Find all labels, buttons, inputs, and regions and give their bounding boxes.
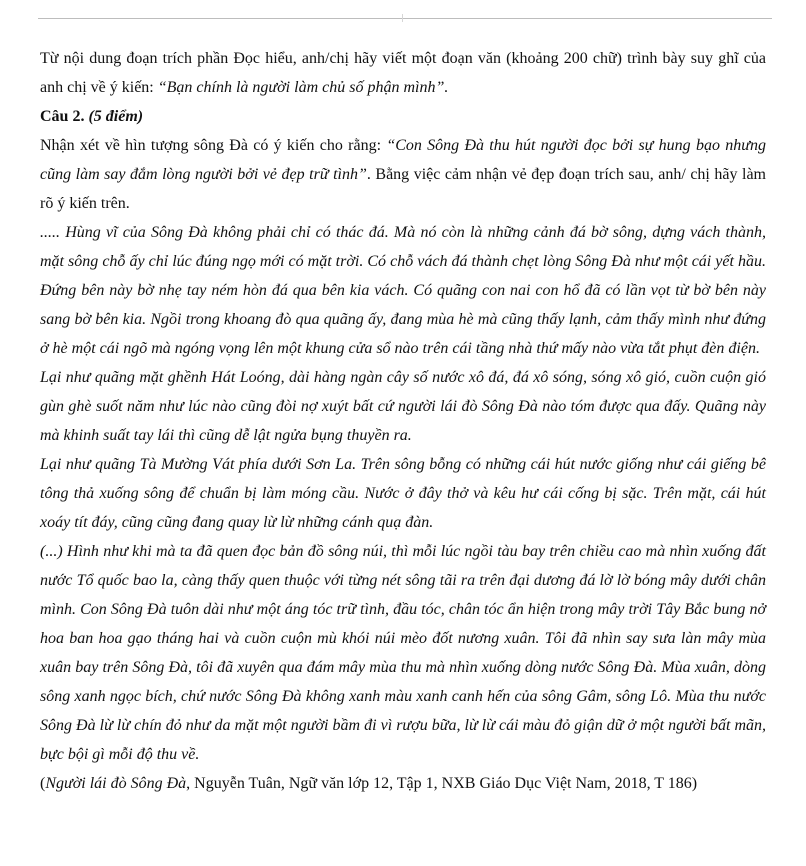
task-paragraph <box>40 44 766 102</box>
question-2-quote: “Con Sông Đà thu hút người đọc bởi sự hung bạo nhưng cũng làm say đắm lòng người bởi vẻ đẹp trữ tình” <box>40 137 766 183</box>
excerpt-paragraph-3: Lại như quãng Tà Mường Vát phía dưới Sơn La. Trên sông bỗng có những cái hút nước giống như cái giếng bê tông thả xuống sông để chuẩn bị làm móng cầu. Nước ở đây thở và kêu hư cái cống bị sặc. Trên mặt, cái hút xoáy tít đáy, cũng cũng đang quay lừ lừ những cánh quạ đàn. <box>40 456 766 531</box>
citation-title: Người lái đò Sông Đà <box>45 775 187 792</box>
task-quote: “Bạn chính là người làm chủ số phận mình”. <box>157 79 449 96</box>
citation-open: ( <box>40 775 46 792</box>
document-body <box>40 44 766 798</box>
task-text: Từ nội dung đoạn trích phần Đọc hiểu, anh/chị hãy viết một đoạn văn (khoảng 200 chữ) trình bày suy ghĩ của anh chị về ý kiến: <box>40 50 766 96</box>
excerpt-paragraph-4: (...) Hình như khi mà ta đã quen đọc bản đồ sông núi, thì mỗi lúc ngồi tàu bay trên chiều cao mà nhìn xuống đất nước Tổ quốc bao la, càng thấy quen thuộc với từng nét sông tãi ra trên đại dương đá lờ lờ bóng mây dưới chân mình. Con Sông Đà tuôn dài như một áng tóc trữ tình, đầu tóc, chân tóc ẩn hiện trong mây trời Tây Bắc bung nở hoa ban hoa gạo tháng hai và cuồn cuộn mù khói núi mèo đốt nương xuân. Tôi đã nhìn say sưa làn mây mùa xuân bay trên Sông Đà, tôi đã xuyên qua đám mây mùa thu mà nhìn xuống dòng nước Sông Đà. Mùa xuân, dòng sông xanh ngọc bích, chứ nước Sông Đà không xanh màu xanh canh hến của sông Gâm, sông Lô. Mùa thu nước Sông Đà lừ lừ chín đỏ như da mặt một người bầm đi vì rượu bữa, lừ lừ cái màu đỏ giận dữ ở một người bất mãn, bực bội gì mỗi độ thu về. <box>40 543 766 763</box>
citation-rest: , Nguyễn Tuân, Ngữ văn lớp 12, Tập 1, NXB Giáo Dục Việt Nam, 2018, T 186) <box>186 775 698 792</box>
question-2-label: Câu 2. <box>40 108 89 125</box>
citation <box>40 769 766 798</box>
question-2-heading <box>40 102 766 131</box>
top-divider-mark <box>402 14 403 22</box>
question-2-prompt <box>40 131 766 218</box>
question-2-points: (5 điểm) <box>88 108 144 125</box>
excerpt-paragraph-1: ..... Hùng vĩ của Sông Đà không phải chỉ có thác đá. Mà nó còn là những cảnh đá bờ sông, dựng vách thành, mặt sông chỗ ấy chỉ lúc đúng ngọ mới có mặt trời. Có chỗ vách đá thành chẹt lòng Sông Đà như một cái yết hầu. Đứng bên này bờ nhẹ tay ném hòn đá qua bên kia vách. Có quãng con nai con hổ đã có lần vọt từ bờ bên này sang bờ bên kia. Ngồi trong khoang đò qua quãng ấy, đang mùa hè mà cũng thấy lạnh, cảm thấy mình như đứng ở hè một cái ngõ mà ngóng vọng lên một khung cửa sổ nào trên cái tầng nhà thứ mấy nào vừa tắt phụt đèn điện. <box>40 224 766 357</box>
excerpt-paragraph-2: Lại như quãng mặt ghềnh Hát Loóng, dài hàng ngàn cây số nước xô đá, đá xô sóng, sóng xô gió, cuồn cuộn gió gùn ghè suốt năm như lúc nào cũng đòi nợ xuýt bất cứ người lái đò Sông Đà nào tóm được qua đấy. Quãng này mà khinh suất tay lái thì cũng dễ lật ngửa bụng thuyền ra. <box>40 369 766 444</box>
top-divider <box>38 18 772 19</box>
question-2-intro: Nhận xét về hìn tượng sông Đà có ý kiến cho rằng: <box>40 137 387 154</box>
question-2-rest: . Bằng việc cảm nhận vẻ đẹp đoạn trích sau, anh/ chị hãy làm rõ ý kiến trên. <box>40 166 767 212</box>
